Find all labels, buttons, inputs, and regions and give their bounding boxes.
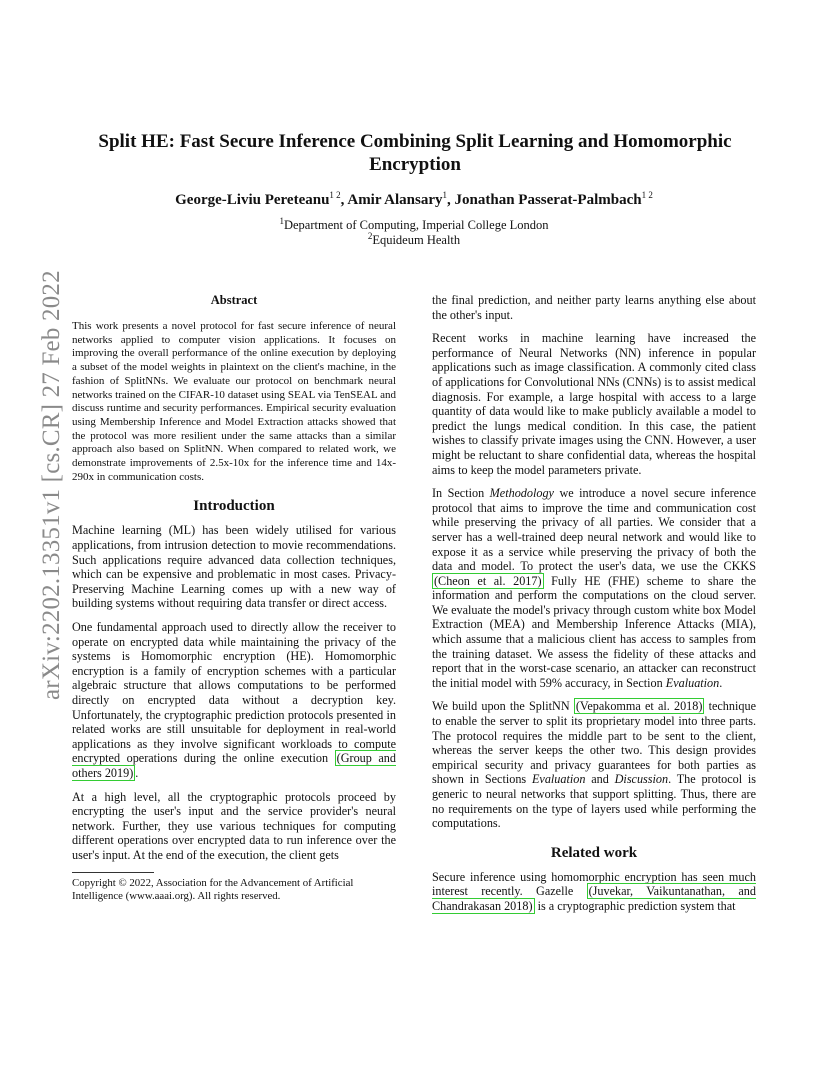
affiliation-text: Equideum Health: [372, 233, 461, 247]
paper-title: Split HE: Fast Secure Inference Combining Split Learning and Homomorphic Encryption: [98, 131, 732, 175]
paragraph-text: We build upon the SplitNN: [432, 699, 574, 714]
paragraph-text: One fundamental approach used to directly allow the receiver to operate on encrypted data while maintaining the privacy of the systems is Homomorphic encryption (HE). Homomorphic encryption is a family of encryption schemes with a particular algebraic structure that allows computations to be performed directly on encrypted data without a decryption key. Unfortunately, the cryptographic prediction protocols presented in related works are still unsuitable for deployment in real-world applications as they involve significant workloads to compute encrypted operations during the online execution: [72, 620, 396, 766]
section-reference: Evaluation: [531, 772, 586, 787]
paragraph-text: we introduce a novel secure inference protocol that aims to improve the time and communication cost while preserving the privacy of all parties. We consider that a server has a well-trained deep neural network and would like to expose it as a service while preserving the privacy of both the data and model. To protect the user's data, we use the CKKS: [432, 486, 756, 574]
paragraph: At a high level, all the cryptographic protocols proceed by encrypting the user's input and the service provider's neural network. Further, they use various techniques for computing different operations over encrypted data to run inference over the user's input. At the end of the execution, the client gets: [72, 789, 396, 862]
paragraph-text: . The protocol is generic to neural networks that support splitting. Thus, there are no requirements on the type of layers used while performing the computations.: [432, 772, 756, 831]
affiliation-number: 1: [279, 215, 284, 226]
author-affiliation-mark: 1 2: [641, 190, 653, 200]
affiliation-text: Department of Computing, Imperial College London: [283, 218, 549, 232]
paragraph-text: and: [585, 772, 615, 787]
related-work-heading: Related work: [550, 844, 638, 861]
paragraph: Machine learning (ML) has been widely utilised for various applications, from intrusion detection to movie recommendations. Such applications require advanced data collection techniques, which can be expensive and problematic in most cases. Privacy-Preserving Machine Learning comes up with a new way of building systems without requiring data transfer or direct access.: [72, 523, 396, 611]
paragraph: [432, 870, 756, 914]
affiliation-line: [80, 215, 748, 233]
introduction-heading: Introduction: [193, 498, 275, 515]
abstract-heading: Abstract: [210, 293, 258, 307]
copyright-footnote: Copyright © 2022, Association for the Advancement of Artificial Intelligence (www.aaai.org). All rights reserved.: [72, 876, 354, 902]
section-reference: Discussion: [614, 772, 669, 787]
citation-link[interactable]: (Cheon et al. 2017): [434, 573, 542, 588]
paragraph: [432, 699, 756, 830]
author-name: Jonathan Passerat-Palmbach: [454, 192, 642, 208]
author-affiliation-mark: 1 2: [329, 190, 341, 200]
affiliations: [80, 215, 748, 248]
section-reference: Evaluation: [665, 675, 720, 690]
abstract-text: This work presents a novel protocol for fast secure inference of neural networks applied to computer vision applications. It focuses on improving the overall performance of the online execution by deploying a subset of the model weights in plaintext on the client's machine, in the fashion of SplitNNs. We evaluate our protocol on benchmark neural networks trained on the CIFAR-10 dataset using SEAL via TenSEAL and discuss runtime and security performances. Empirical security evaluation using Membership Inference and Model Extraction attacks showed that the protocol was more resilient under the same attacks than a similar approach also based on SplitNN. When compared to related work, we demonstrate improvements of 2.5x-10x for the inference time and 14x-290x in communication costs.: [72, 320, 396, 483]
author-separator: ,: [447, 192, 455, 208]
paragraph-text: Fully HE (FHE) scheme to share the information and perform the computations on the cloud server. We evaluate the model's privacy through custom white box Model Extraction (MEA) and Membership Inference Attacks (MIA), which assume that a malicious client has access to samples from the training dataset. We assess the fidelity of these attacks and report that in the worst-case scenario, an attacker can reconstruct the initial model with 59% accuracy, in Section: [432, 573, 756, 690]
paragraph: Recent works in machine learning have increased the performance of Neural Networks (NN) inference in popular applications such as image classification. A commonly cited class of applications for Convolutional NNs (CNNs) is to assist medical diagnosis. For example, a large hospital with access to a large quantity of data would like to make publicly available a model to predict the lungs medical condition. In this case, the patient wishes to classify private images using the CNN. However, a user might be reluctant to share confidential data, whereas the hospital aims to keep the model parameters private.: [432, 331, 756, 477]
footnote-divider: [72, 872, 154, 873]
author-affiliation-mark: 1: [442, 190, 448, 200]
paragraph-text: Secure inference using homomorphic encryption has seen much interest recently. Gazelle: [432, 869, 756, 899]
paragraph-text: .: [135, 765, 139, 780]
right-column: [432, 293, 756, 923]
arxiv-identifier: arXiv:2202.13351v1 [cs.CR] 27 Feb 2022: [38, 270, 65, 700]
introduction-section: [72, 498, 396, 862]
author-list: [80, 192, 748, 209]
affiliation-number: 2: [367, 230, 373, 241]
author-separator: ,: [340, 192, 348, 208]
abstract-section: [72, 293, 396, 484]
citation-link[interactable]: (Juvekar, Vaikuntanathan, and Chandrakasan 2018): [432, 884, 756, 913]
paragraph: [72, 620, 396, 781]
paragraph-text: .: [719, 675, 723, 690]
left-column: [72, 293, 396, 903]
affiliation-line: [80, 230, 748, 248]
citation-link[interactable]: (Vepakomma et al. 2018): [575, 699, 703, 714]
paragraph: the final prediction, and neither party learns anything else about the other's input.: [432, 293, 756, 322]
paragraph-text: In Section: [432, 486, 490, 501]
arxiv-sidebar: [20, 270, 65, 720]
paragraph: [432, 486, 756, 690]
paragraph-text: technique to enable the server to split its proprietary model into three parts. The protocol requires the middle part to be sent to the client, whereas the server keeps the other two. This design provides empirical security and privacy guarantees for both parties as shown in Sections: [432, 699, 756, 787]
citation-link[interactable]: (Group and others 2019): [72, 751, 396, 780]
author-name: Amir Alansary: [347, 192, 443, 208]
section-reference: Methodology: [489, 486, 554, 501]
paragraph-text: is a cryptographic prediction system that: [534, 898, 736, 913]
author-name: George-Liviu Pereteanu: [175, 192, 330, 208]
